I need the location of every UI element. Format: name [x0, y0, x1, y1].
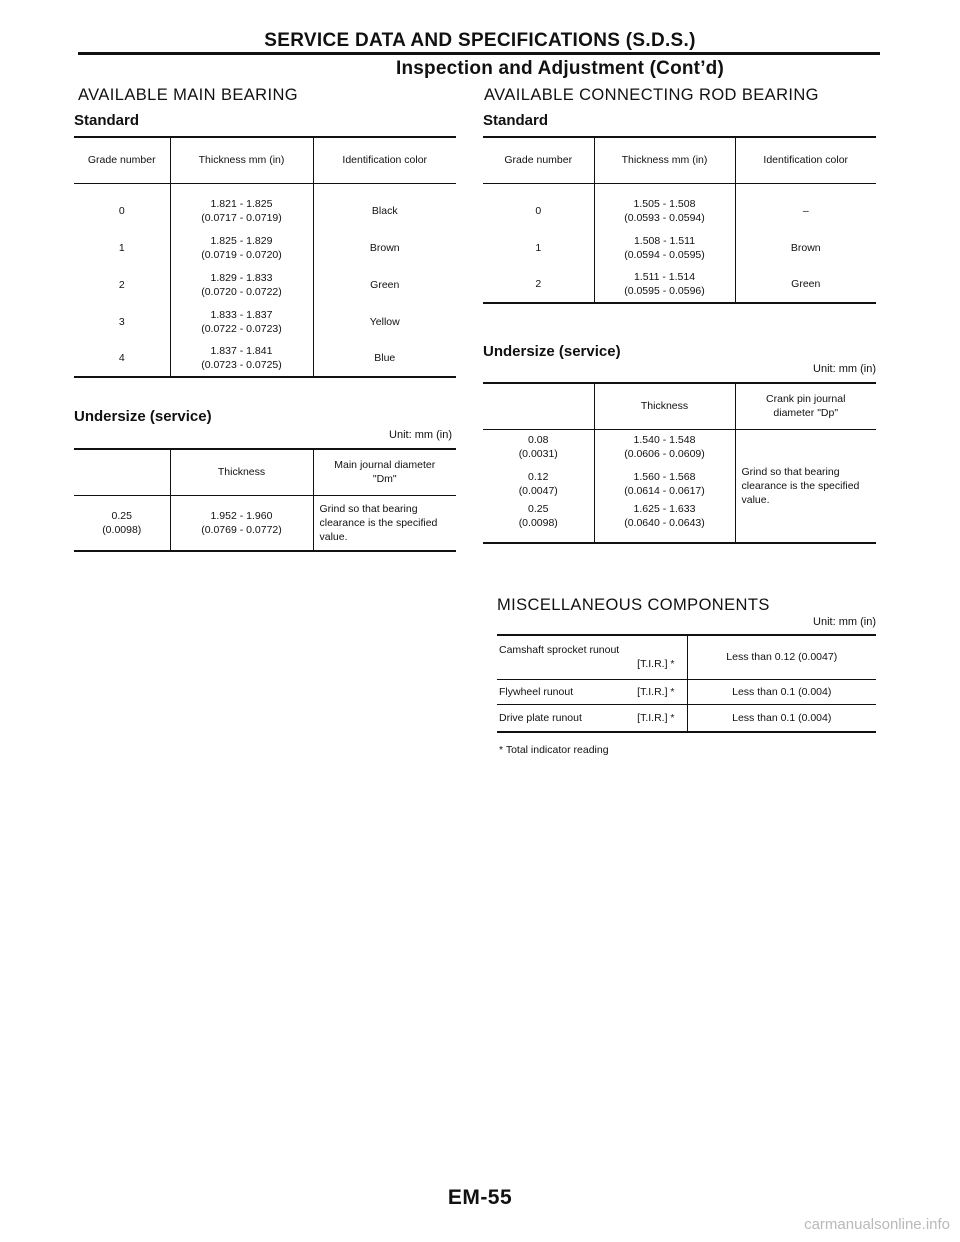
- thickness-cell: 1.625 - 1.633 (0.0640 - 0.0643): [594, 502, 735, 543]
- table-header-thickness: Thickness mm (in): [594, 137, 735, 183]
- table-row: [74, 340, 456, 377]
- table-row: [74, 193, 456, 229]
- table-row: [74, 303, 456, 340]
- table-header-diameter: Crank pin journal diameter "Dp": [735, 383, 876, 429]
- thickness-cell: 1.952 - 1.960 (0.0769 - 0.0772): [170, 495, 313, 551]
- color-cell: –: [735, 193, 876, 229]
- misc-item-cell: Flywheel runout [T.I.R.] *: [497, 679, 687, 704]
- table-row: [497, 704, 876, 732]
- table-header-thickness: Thickness mm (in): [170, 137, 313, 183]
- diameter-note-cell: Grind so that bearing clearance is the specified value.: [313, 495, 456, 551]
- table-header-grade: Grade number: [483, 137, 594, 183]
- undersize-cell: 0.25 (0.0098): [518, 503, 558, 529]
- table-header-color: Identification color: [313, 137, 456, 183]
- thickness-cell: 1.821 - 1.825 (0.0717 - 0.0719): [170, 193, 313, 229]
- misc-item-cell: Drive plate runout [T.I.R.] *: [499, 711, 675, 724]
- main-bearing-standard-label: Standard: [74, 112, 140, 129]
- thickness-cell: 1.540 - 1.548 (0.0606 - 0.0609): [594, 429, 735, 465]
- misc-value-cell: Less than 0.12 (0.0047): [687, 635, 876, 679]
- page-number: EM-55: [447, 1186, 513, 1209]
- grade-cell: 1: [118, 241, 125, 254]
- misc-unit: Unit: mm (in): [813, 616, 876, 628]
- color-cell: Blue: [313, 340, 456, 377]
- diameter-note-cell: Grind so that bearing clearance is the specified value.: [735, 429, 876, 543]
- main-undersize-title: Undersize (service): [74, 408, 212, 425]
- color-cell: Brown: [313, 229, 456, 266]
- grade-cell: 4: [118, 352, 125, 364]
- undersize-cell: 0.12 (0.0047): [518, 470, 558, 497]
- watermark: carmanualsonline.info: [804, 1216, 950, 1233]
- rod-bearing-standard-label: Standard: [483, 112, 549, 129]
- thickness-cell: 1.825 - 1.829 (0.0719 - 0.0720): [170, 229, 313, 266]
- thickness-cell: 1.511 - 1.514 (0.0595 - 0.0596): [594, 266, 735, 303]
- undersize-cell: 0.08 (0.0031): [518, 434, 558, 461]
- table-row: [74, 495, 456, 551]
- misc-value-cell: Less than 0.1 (0.004): [687, 679, 876, 704]
- rod-undersize-table: [483, 382, 876, 544]
- thickness-cell: 1.837 - 1.841 (0.0723 - 0.0725): [170, 340, 313, 377]
- grade-cell: 2: [118, 278, 125, 291]
- grade-cell: 1: [535, 241, 542, 254]
- table-row: [483, 266, 876, 303]
- thickness-cell: 1.833 - 1.837 (0.0722 - 0.0723): [170, 303, 313, 340]
- grade-cell: 0: [535, 205, 542, 217]
- color-cell: Green: [735, 266, 876, 303]
- table-header-color: Identification color: [735, 137, 876, 183]
- grade-cell: 0: [118, 205, 125, 217]
- table-header-thickness: Thickness: [170, 449, 313, 495]
- rod-undersize-title: Undersize (service): [483, 343, 621, 360]
- main-bearing-standard-table: [74, 136, 456, 378]
- color-cell: Black: [313, 193, 456, 229]
- rod-bearing-title: AVAILABLE CONNECTING ROD BEARING: [484, 86, 819, 104]
- table-row: [483, 229, 876, 266]
- grade-cell: 3: [118, 315, 125, 328]
- table-header-diameter: Main journal diameter "Dm": [313, 449, 456, 495]
- table-row: [74, 229, 456, 266]
- thickness-cell: 1.505 - 1.508 (0.0593 - 0.0594): [594, 193, 735, 229]
- misc-table: [497, 634, 876, 733]
- header-rule: [78, 52, 880, 55]
- page-subtitle: Inspection and Adjustment (Cont’d): [396, 58, 725, 79]
- misc-footnote: * Total indicator reading: [499, 744, 609, 756]
- main-bearing-title: AVAILABLE MAIN BEARING: [78, 86, 299, 104]
- rod-bearing-standard-table: [483, 136, 876, 304]
- table-row: [497, 679, 876, 704]
- table-header-thickness: Thickness: [594, 383, 735, 429]
- table-header-grade: Grade number: [74, 137, 170, 183]
- main-undersize-table: [74, 448, 456, 552]
- thickness-cell: 1.508 - 1.511 (0.0594 - 0.0595): [594, 229, 735, 266]
- undersize-cell: 0.25 (0.0098): [102, 509, 142, 536]
- color-cell: Yellow: [313, 303, 456, 340]
- table-row: [74, 266, 456, 303]
- table-row: [483, 429, 876, 465]
- misc-value-cell: Less than 0.1 (0.004): [687, 704, 876, 732]
- misc-item-cell: Camshaft sprocket runout [T.I.R.] *: [497, 635, 687, 679]
- main-undersize-unit: Unit: mm (in): [389, 429, 452, 441]
- color-cell: Green: [313, 266, 456, 303]
- table-row: [483, 193, 876, 229]
- rod-undersize-unit: Unit: mm (in): [813, 363, 876, 375]
- grade-cell: 2: [535, 278, 542, 290]
- thickness-cell: 1.829 - 1.833 (0.0720 - 0.0722): [170, 266, 313, 303]
- color-cell: Brown: [735, 229, 876, 266]
- table-row: [497, 635, 876, 679]
- page-header-title: SERVICE DATA AND SPECIFICATIONS (S.D.S.): [264, 30, 696, 51]
- thickness-cell: 1.560 - 1.568 (0.0614 - 0.0617): [594, 465, 735, 502]
- misc-title: MISCELLANEOUS COMPONENTS: [497, 596, 770, 614]
